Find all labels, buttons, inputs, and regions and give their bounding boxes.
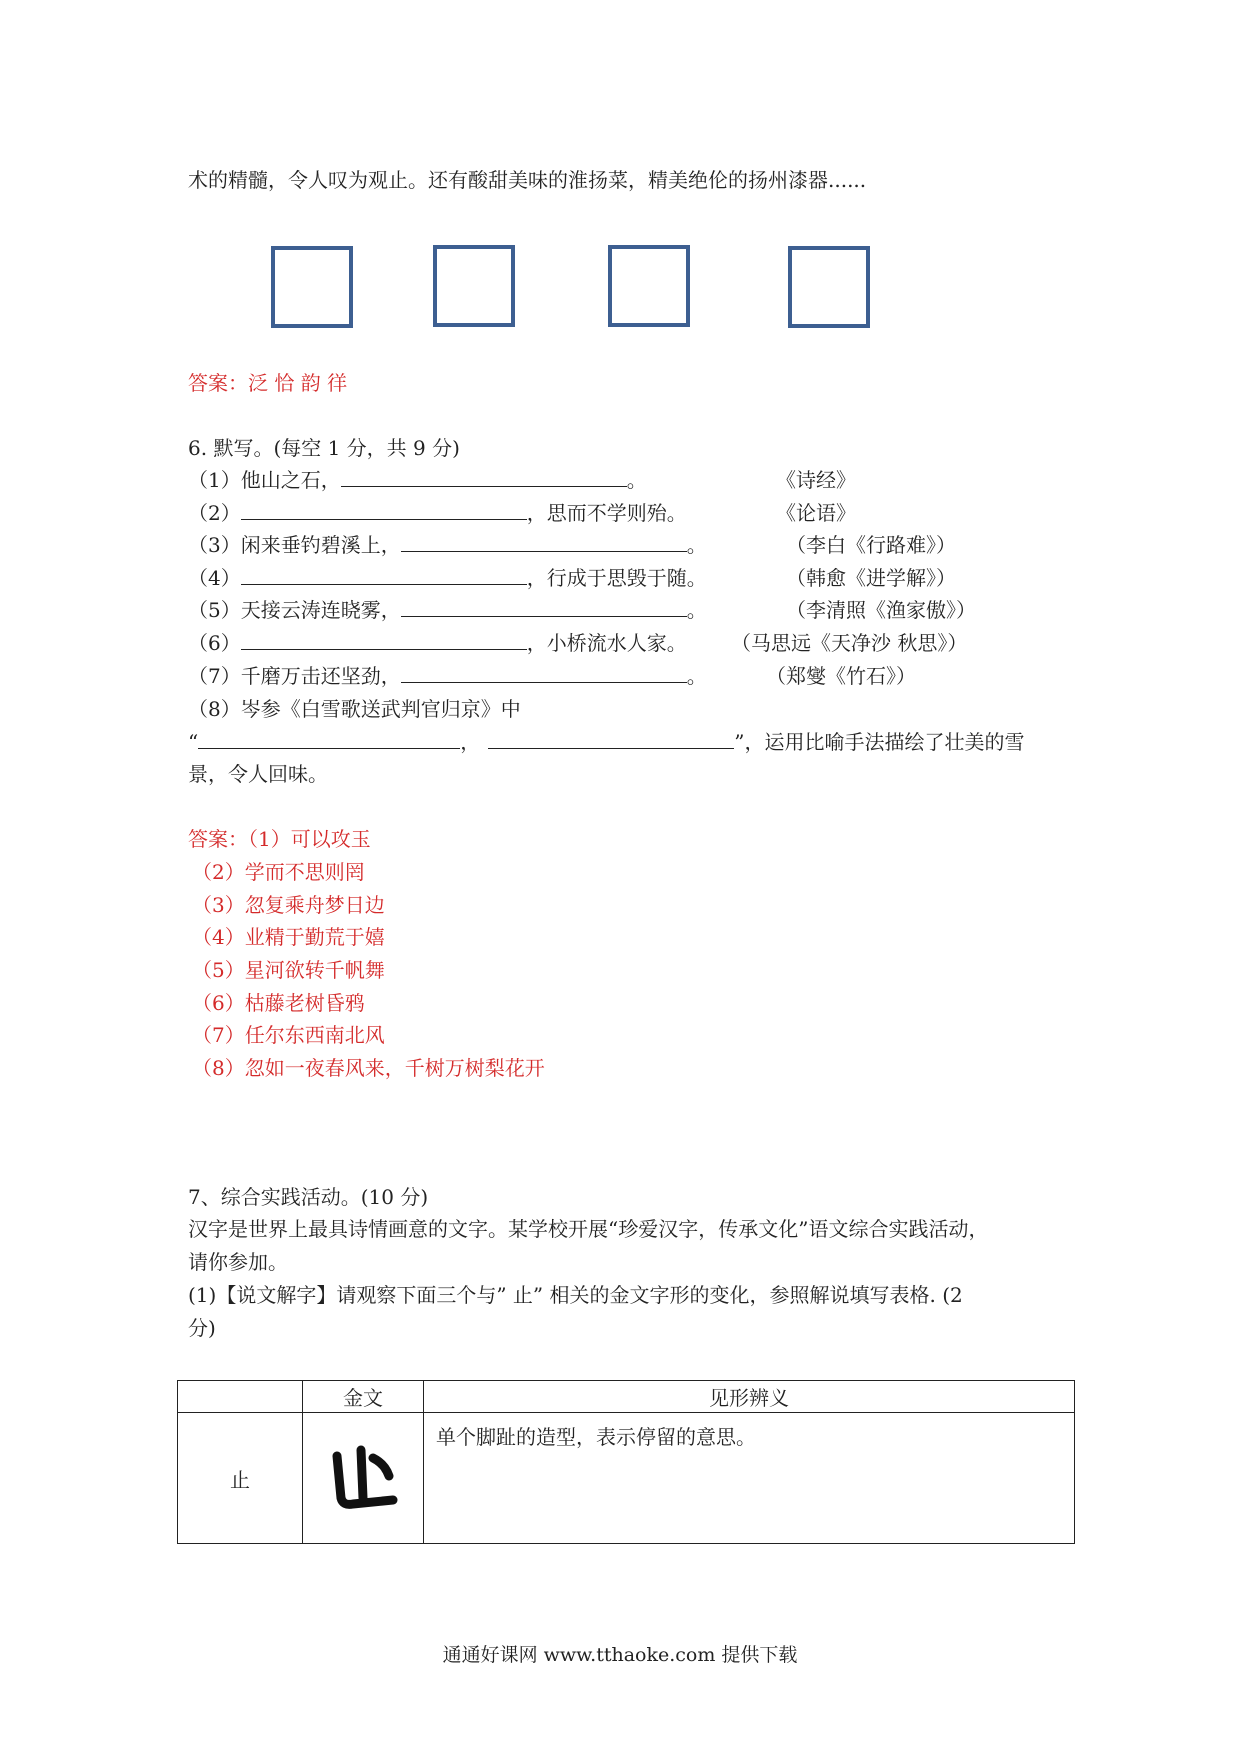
q6-item-2 xyxy=(188,497,687,526)
item-text: ，思而不学则殆。 xyxy=(526,501,687,525)
q6-title: 6. 默写。(每空 1 分，共 9 分) xyxy=(188,436,460,460)
q6-item-8-blanks xyxy=(188,726,1024,755)
q6-item-3 xyxy=(188,529,707,558)
q6-source-3: （李白《行路难》） xyxy=(786,533,956,557)
item-number: （1） xyxy=(188,468,241,492)
q7-sub1-line2: 分) xyxy=(188,1316,216,1340)
fill-blank[interactable] xyxy=(198,726,460,749)
fill-blank[interactable] xyxy=(241,497,527,520)
q6-source-5: （李清照《渔家傲》） xyxy=(786,598,976,622)
cell-jinwen-glyph xyxy=(303,1413,424,1544)
header-cell-empty xyxy=(178,1381,303,1413)
q6-source-7: （郑燮《竹石》） xyxy=(766,664,916,688)
item-text: 。 xyxy=(686,664,707,688)
q7-para-line2: 请你参加。 xyxy=(188,1250,288,1274)
item-text: 闲来垂钓碧溪上， xyxy=(240,533,401,557)
q6-answer-8: （8）忽如一夜春风来，千树万树梨花开 xyxy=(192,1056,545,1080)
item-text: 。 xyxy=(686,533,707,557)
intro-text: 术的精髓，令人叹为观止。还有酸甜美味的淮扬菜，精美绝伦的扬州漆器...... xyxy=(188,168,867,192)
answer-box-3[interactable] xyxy=(608,245,690,327)
jinwen-table xyxy=(177,1380,1075,1544)
q6-answer-5: （5）星河欲转千帆舞 xyxy=(192,958,385,982)
item-text: ”，运用比喻手法描绘了壮美的雪 xyxy=(734,730,1025,754)
item-number: （3） xyxy=(188,533,241,557)
q7-sub1-line1: (1)【说文解字】请观察下面三个与” 止” 相关的金文字形的变化，参照解说填写表格. (2 xyxy=(188,1283,963,1307)
cell-char: 止 xyxy=(178,1413,303,1544)
q6-item-8: （8）岑参《白雪歌送武判官归京》中 xyxy=(188,697,521,721)
item-number: （5） xyxy=(188,598,241,622)
header-cell-jinwen: 金文 xyxy=(303,1381,424,1413)
item-number: （4） xyxy=(188,566,241,590)
answer-box-4[interactable] xyxy=(788,246,870,328)
q6-source-1: 《诗经》 xyxy=(776,468,856,492)
jinwen-zhi-glyph xyxy=(323,1436,403,1516)
item-text: ，小桥流水人家。 xyxy=(526,631,687,655)
fill-blank[interactable] xyxy=(401,660,687,683)
item-text: 。 xyxy=(626,468,647,492)
table-header-row xyxy=(178,1381,1075,1413)
q6-item-8-end: 景，令人回味。 xyxy=(188,762,328,786)
item-text: 千磨万击还坚劲， xyxy=(240,664,401,688)
q6-answer-7: （7）任尔东西南北风 xyxy=(192,1023,385,1047)
item-number: （7） xyxy=(188,664,241,688)
q6-item-6 xyxy=(188,627,687,656)
item-text: 天接云涛连晓雾， xyxy=(240,598,401,622)
item-number: （6） xyxy=(188,631,241,655)
q6-item-4 xyxy=(188,562,707,591)
q7-title: 7、综合实践活动。(10 分) xyxy=(188,1185,429,1209)
q6-answer-2: （2）学而不思则罔 xyxy=(192,860,365,884)
fill-blank[interactable] xyxy=(401,594,687,617)
q5-answer: 答案：泛 恰 韵 徉 xyxy=(188,371,348,395)
q6-answer-3: （3）忽复乘舟梦日边 xyxy=(192,893,385,917)
item-number: （2） xyxy=(188,501,241,525)
q6-item-5 xyxy=(188,594,707,623)
item-text: ，行成于思毁于随。 xyxy=(526,566,707,590)
item-text: 。 xyxy=(686,598,707,622)
fill-blank[interactable] xyxy=(401,529,687,552)
fill-blank[interactable] xyxy=(241,627,527,650)
fill-blank[interactable] xyxy=(341,464,627,487)
q6-answer-4: （4）业精于勤荒于嬉 xyxy=(192,925,385,949)
cell-meaning: 单个脚趾的造型，表示停留的意思。 xyxy=(424,1413,1075,1544)
item-text: 他山之石， xyxy=(240,468,341,492)
table-row xyxy=(178,1413,1075,1544)
page-footer: 通通好课网 www.tthaoke.com 提供下载 xyxy=(442,1644,798,1666)
q6-answer-6: （6）枯藤老树昏鸦 xyxy=(192,991,365,1015)
q6-item-7 xyxy=(188,660,707,689)
header-cell-meaning: 见形辨义 xyxy=(424,1381,1075,1413)
q6-source-6: （马思远《天净沙 秋思》） xyxy=(731,631,968,655)
answer-box-1[interactable] xyxy=(271,246,353,328)
q6-source-4: （韩愈《进学解》） xyxy=(786,566,956,590)
q6-source-2: 《论语》 xyxy=(776,501,856,525)
q7-para-line1: 汉字是世界上最具诗情画意的文字。某学校开展“珍爱汉字，传承文化”语文综合实践活动， xyxy=(188,1217,989,1241)
quote-open: “ xyxy=(188,730,199,754)
item-text: ， xyxy=(460,730,481,754)
q6-item-1 xyxy=(188,464,647,493)
answer-box-2[interactable] xyxy=(433,245,515,327)
fill-blank[interactable] xyxy=(241,562,527,585)
q6-answer-1: 答案：（1）可以攻玉 xyxy=(188,827,371,851)
fill-blank[interactable] xyxy=(488,726,734,749)
